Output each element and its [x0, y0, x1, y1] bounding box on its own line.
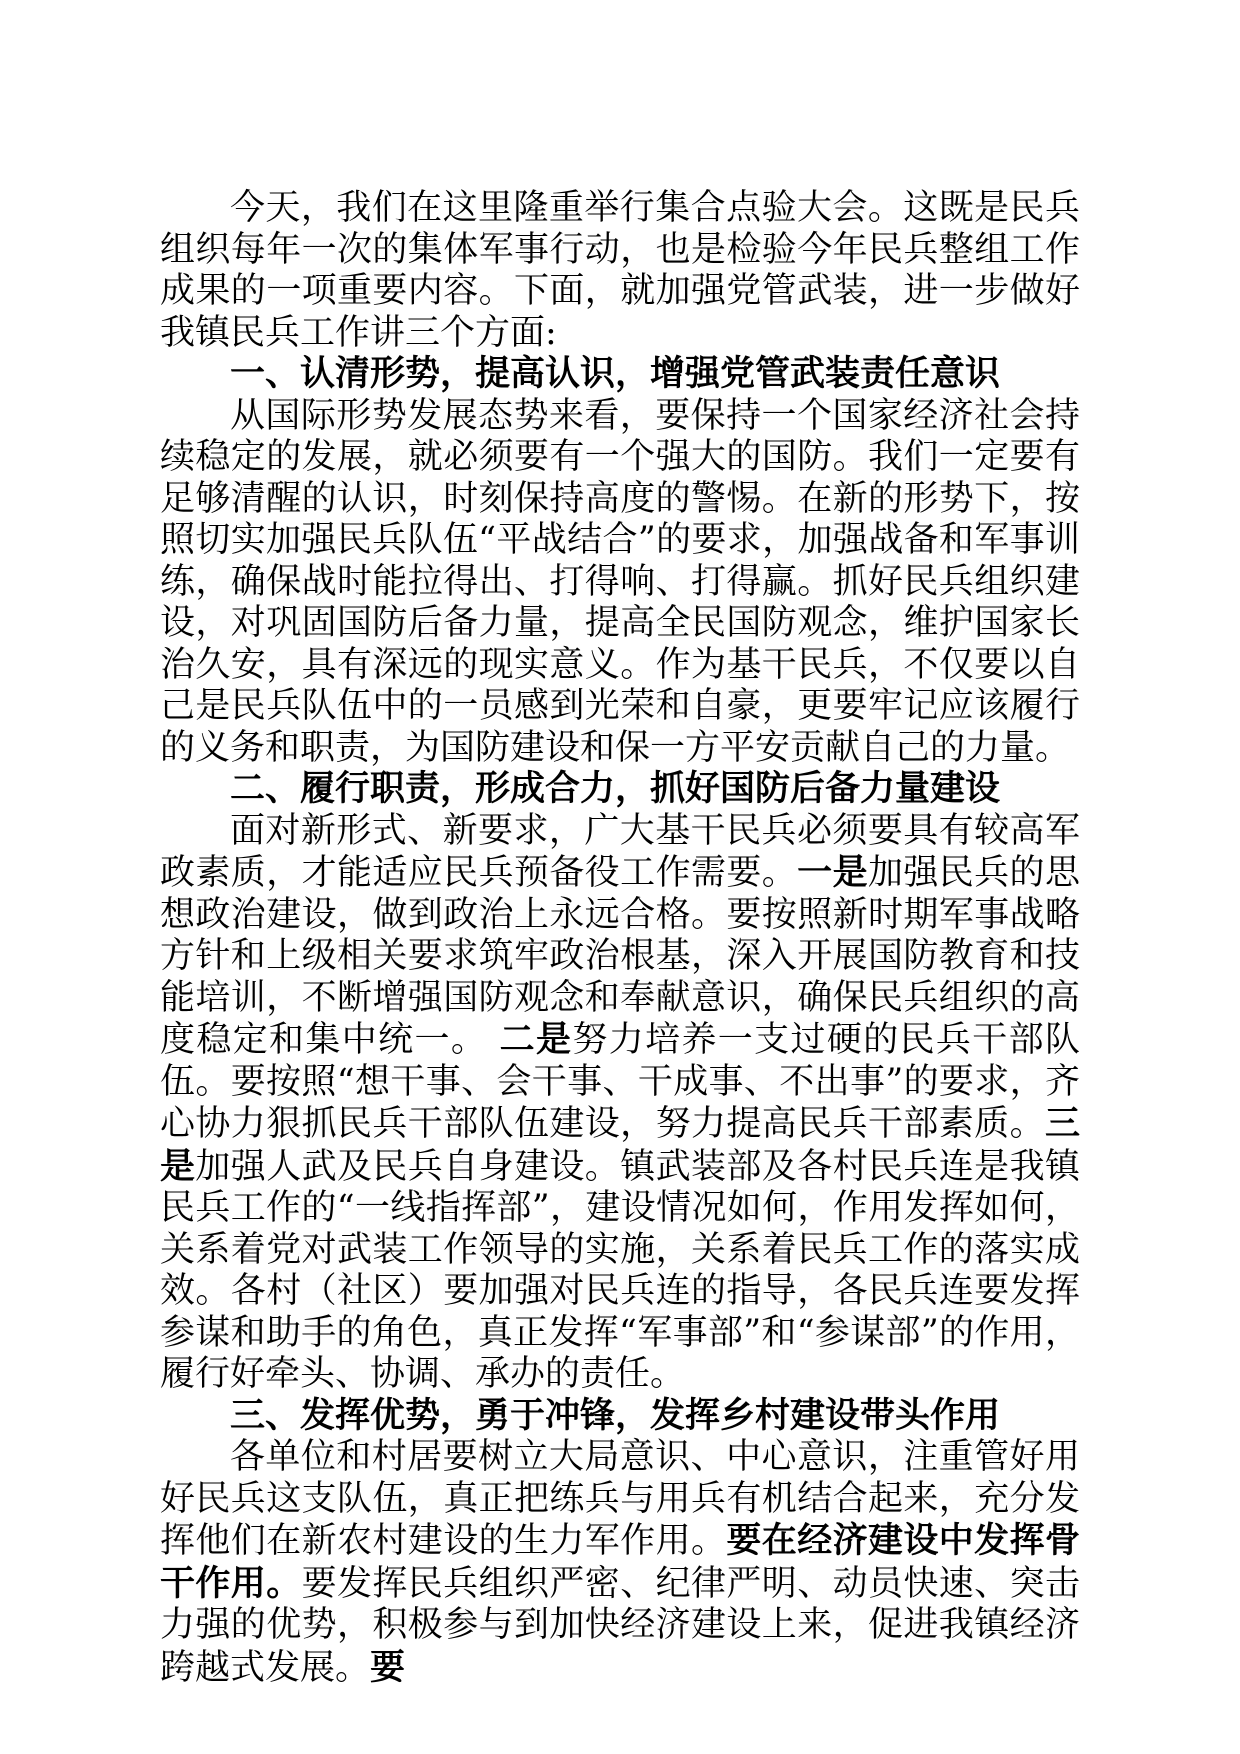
text-run: 各单位和村居要树立大局意识、中心意识，注重管好用好民兵这支队伍，真正把练兵与用兵有机结合起来，充分发挥他们在新农村建设的生力军作用。 [160, 1437, 1080, 1561]
emphasis-second: 二是 [499, 1019, 573, 1060]
text-run: 加强人武及民兵自身建设。镇武装部及各村民兵连是我镇民兵工作的“一线指挥部”，建设情况如何，作用发挥如何，关系着党对武装工作领导的实施，关系着民兵工作的落实成效。各村（社区）要加强对民兵连的指导，各民兵连要发挥参谋和助手的角色，真正发挥“军事部”和“参谋部”的作用，履行好牵头、协调、承办的责任。 [160, 1146, 1080, 1394]
document-body [160, 188, 1080, 1689]
emphasis-trailing: 要 [370, 1646, 406, 1688]
emphasis-economic: 要在经济建设中发挥骨干作用。 [160, 1520, 1080, 1604]
text-run: 加强民兵的思想政治建设，做到政治上永远合格。要按照新时期军事战略方针和上级相关要求筑牢政治根基，深入开展国防教育和技能培训，不断增强国防观念和奉献意识，确保民兵组织的高度稳定和集中统一。 [160, 853, 1080, 1060]
emphasis-first: 一是 [797, 852, 868, 893]
text-run: 面对新形式、新要求，广大基干民兵必须要具有较高军政素质，才能适应民兵预备役工作需要。 [160, 810, 1080, 893]
section-2-paragraph [160, 811, 1080, 1396]
text-run: 要发挥民兵组织严密、纪律严明、动员快速、突击力强的优势，积极参与到加快经济建设上来，促进我镇经济跨越式发展。 [160, 1563, 1080, 1688]
intro-paragraph: 今天，我们在这里隆重举行集合点验大会。这既是民兵组织每年一次的集体军事行动，也是检验今年民兵整组工作成果的一项重要内容。下面，就加强党管武装，进一步做好我镇民兵工作讲三个方面: [160, 188, 1080, 353]
section-3-paragraph [160, 1437, 1080, 1689]
emphasis-third: 三是 [160, 1103, 1080, 1187]
text-run: 努力培养一支过硬的民兵干部队伍。要按照“想干事、会干事、干成事、不出事”的要求，齐心协力狠抓民兵干部队伍建设，努力提高民兵干部素质。 [160, 1020, 1080, 1144]
section-heading-2: 二、履行职责，形成合力，抓好国防后备力量建设 [230, 769, 1001, 809]
section-1-paragraph: 从国际形势发展态势来看，要保持一个国家经济社会持续稳定的发展，就必须要有一个强大的国防。我们一定要有足够清醒的认识，时刻保持高度的警惕。在新的形势下，按照切实加强民兵队伍“平战结合”的要求，加强战备和军事训练，确保战时能拉得出、打得响、打得赢。抓好民兵组织建设，对巩固国防后备力量，提高全民国防观念，维护国家长治久安，具有深远的现实意义。作为基干民兵，不仅要以自己是民兵队伍中的一员感到光荣和自豪，更要牢记应该履行的义务和职责，为国防建设和保一方平安贡献自己的力量。 [160, 395, 1080, 768]
section-heading-3: 三、发挥优势，勇于冲锋，发挥乡村建设带头作用 [230, 1395, 1001, 1436]
section-heading-1: 一、认清形势，提高认识，增强党管武装责任意识 [230, 354, 1001, 394]
